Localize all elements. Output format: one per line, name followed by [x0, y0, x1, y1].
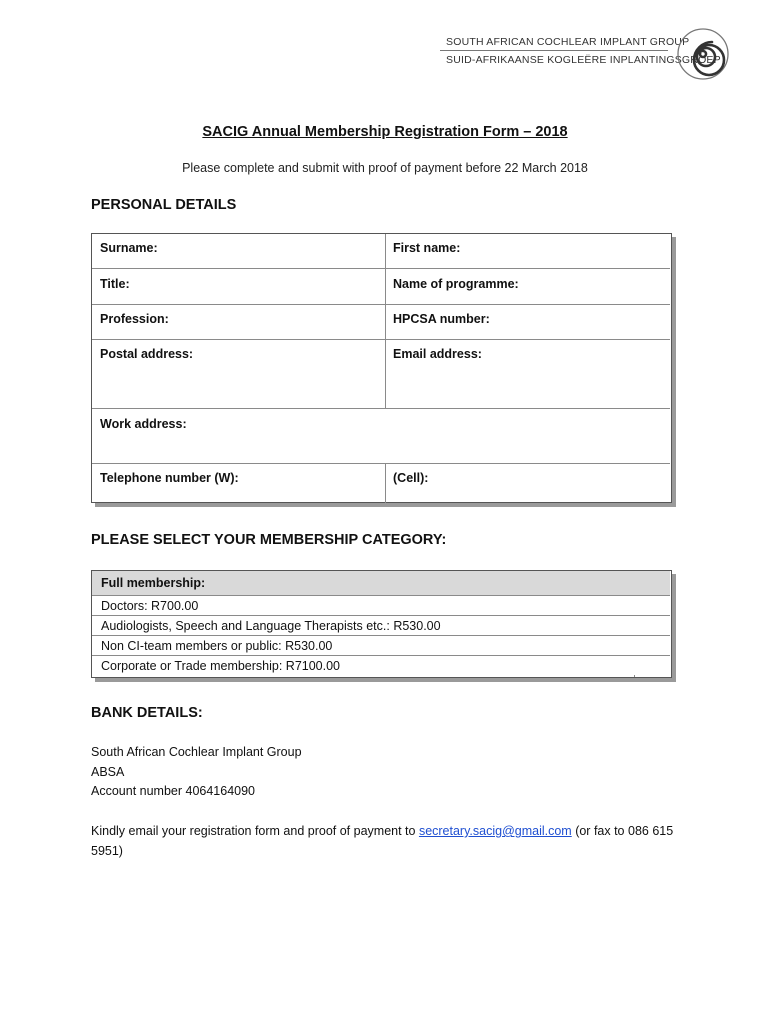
- sacig-logo: [440, 24, 740, 84]
- membership-option-audiologists: Audiologists, Speech and Language Therapists etc.: R530.00: [101, 619, 441, 633]
- row-divider: [92, 268, 670, 269]
- profession-field[interactable]: Profession:: [100, 312, 169, 326]
- personal-details-grid: [91, 233, 672, 503]
- spiral-logo-icon: [674, 26, 732, 82]
- hpcsa-number-field[interactable]: HPCSA number:: [393, 312, 490, 326]
- fax-text: (or fax to 086 615 5951): [91, 824, 674, 858]
- email-address-field[interactable]: Email address:: [393, 347, 482, 361]
- secretary-email-link[interactable]: secretary.sacig@gmail.com: [418, 824, 572, 838]
- form-subtitle: Please complete and submit with proof of payment before 22 March 2018: [182, 161, 588, 175]
- membership-grid: [91, 570, 672, 678]
- logo-text-english: SOUTH AFRICAN COCHLEAR IMPLANT GROUP: [446, 36, 690, 48]
- non-ci-team-select-box[interactable]: [634, 636, 670, 655]
- membership-category-heading: PLEASE SELECT YOUR MEMBERSHIP CATEGORY:: [91, 532, 447, 548]
- row-divider: [92, 408, 670, 409]
- audiologists-select-box[interactable]: [634, 616, 670, 635]
- corporate-select-box[interactable]: [634, 656, 670, 675]
- row-divider: [92, 655, 670, 656]
- membership-header-row: [92, 571, 670, 595]
- doctors-select-box[interactable]: [634, 596, 670, 615]
- bank-name: ABSA: [91, 765, 125, 779]
- form-title: SACIG Annual Membership Registration Form – 2018: [202, 124, 568, 140]
- title-field[interactable]: Title:: [100, 277, 130, 291]
- logo-text-afrikaans: SUID-AFRIKAANSE KOGLEËRE INPLANTINGSGROEP: [446, 54, 721, 66]
- cell-number-field[interactable]: (Cell):: [393, 471, 429, 485]
- row-divider: [92, 595, 670, 596]
- personal-details-heading: PERSONAL DETAILS: [91, 197, 237, 213]
- row-divider: [92, 635, 670, 636]
- bank-account-name: South African Cochlear Implant Group: [91, 745, 302, 759]
- submission-instructions: [91, 821, 691, 861]
- first-name-field[interactable]: First name:: [393, 241, 461, 255]
- bank-details-heading: BANK DETAILS:: [91, 705, 203, 721]
- membership-table: [91, 570, 672, 678]
- telephone-work-field[interactable]: Telephone number (W):: [100, 471, 239, 485]
- instructions-text: Kindly email your registration form and proof of payment to: [91, 824, 419, 838]
- personal-details-table: [91, 233, 672, 503]
- bank-account-number: Account number 4064164090: [91, 784, 256, 798]
- logo-divider: [440, 50, 668, 51]
- membership-option-corporate: Corporate or Trade membership: R7100.00: [101, 659, 341, 673]
- full-membership-label: Full membership:: [101, 576, 206, 590]
- postal-address-field[interactable]: Postal address:: [100, 347, 194, 361]
- row-divider: [92, 615, 670, 616]
- surname-field[interactable]: Surname:: [100, 241, 158, 255]
- programme-field[interactable]: Name of programme:: [393, 277, 519, 291]
- membership-option-non-ci-team: Non CI-team members or public: R530.00: [101, 639, 333, 653]
- membership-option-doctors: Doctors: R700.00: [101, 599, 199, 613]
- work-address-field[interactable]: Work address:: [100, 417, 187, 431]
